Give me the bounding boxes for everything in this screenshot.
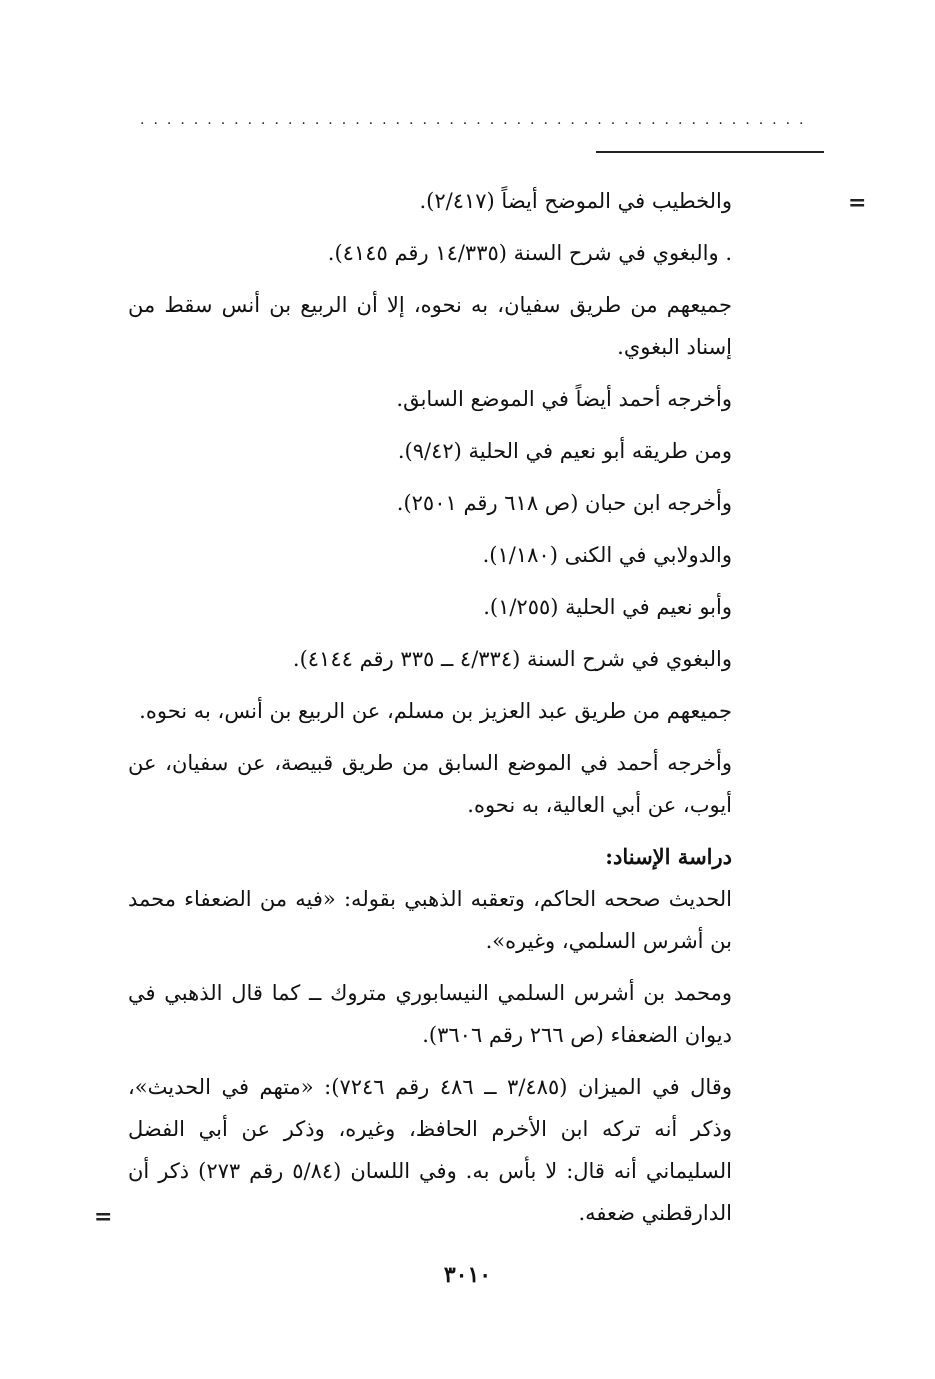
paragraph: وأخرجه ابن حبان (ص ٦١٨ رقم ٢٥٠١). xyxy=(396,491,732,515)
dotted-separator: .................................................. xyxy=(140,112,813,128)
page-text xyxy=(128,180,732,1234)
footnote-rule xyxy=(596,151,824,153)
paragraph: وقال في الميزان (٣/٤٨٥ ــ ٤٨٦ رقم ٧٢٤٦): «متهم في الحديث»، وذكر أنه تركه ابن الأخرم الحافظ، وغيره، وذكر عن أبي الفضل السليماني أنه قال: لا بأس به. وفي اللسان (٥/٨٤ رقم ٢٧٣) ذكر أن الدارقطني ضعفه. xyxy=(128,1075,733,1225)
paragraph: والدولابي في الكنى (١/١٨٠). xyxy=(482,543,732,567)
paragraph: الحديث صححه الحاكم، وتعقبه الذهبي بقوله: «فيه من الضعفاء محمد بن أشرس السلمي، وغيره». xyxy=(128,887,732,953)
paragraph: جميعهم من طريق عبد العزيز بن مسلم، عن الربيع بن أنس، به نحوه. xyxy=(139,699,732,723)
paragraph: ومحمد بن أشرس السلمي النيسابوري متروك ــ كما قال الذهبي في ديوان الضعفاء (ص ٢٦٦ رقم ٣٦٠٦). xyxy=(128,981,732,1047)
paragraph: ومن طريقه أبو نعيم في الحلية (٩/٤٢). xyxy=(397,439,732,463)
paragraph: وأخرجه أحمد أيضاً في الموضع السابق. xyxy=(396,387,732,411)
page-number: ٣٠١٠ xyxy=(443,1262,492,1288)
paragraph: وأخرجه أحمد في الموضع السابق من طريق قبيصة، عن سفيان، عن أيوب، عن أبي العالية، به نحوه. xyxy=(128,751,732,817)
paragraph: وأبو نعيم في الحلية (١/٢٥٥). xyxy=(483,595,732,619)
paragraph: . والبغوي في شرح السنة (١٤/٣٣٥ رقم ٤١٤٥). xyxy=(327,241,732,265)
continuation-mark-bottom: = xyxy=(94,1204,113,1230)
paragraph: والخطيب في الموضح أيضاً (٢/٤١٧). xyxy=(419,189,732,213)
paragraph: جميعهم من طريق سفيان، به نحوه، إلا أن الربيع بن أنس سقط من إسناد البغوي. xyxy=(128,293,732,359)
section-heading: دراسة الإسناد: xyxy=(605,844,732,869)
continuation-mark-top: = xyxy=(848,190,867,216)
paragraph: والبغوي في شرح السنة (٤/٣٣٤ ــ ٣٣٥ رقم ٤١٤٤). xyxy=(292,647,732,671)
